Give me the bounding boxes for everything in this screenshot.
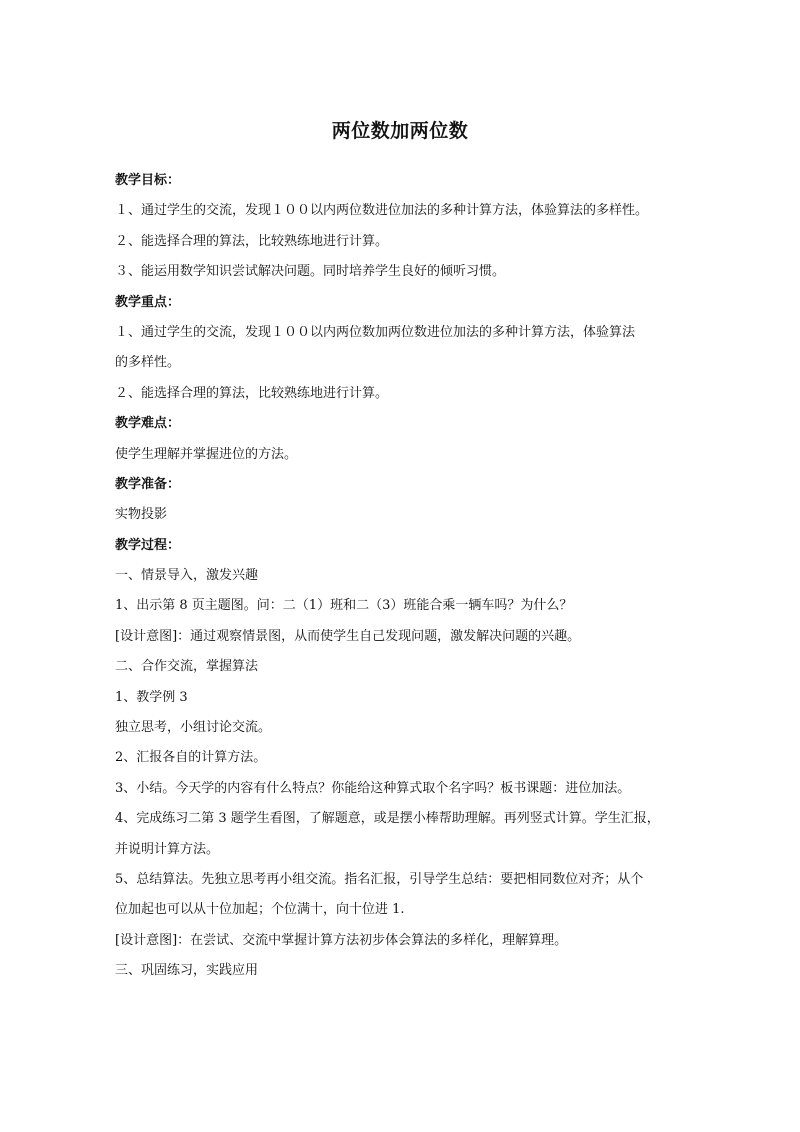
paragraph-line: 1、出示第 8 页主题图。问：二（1）班和二（3）班能合乘一辆车吗？为什么？ [115, 598, 573, 614]
paragraph-line: [设计意图]：在尝试、交流中掌握计算方法初步体会算法的多样化，理解算理。 [115, 932, 568, 948]
section-heading-difficulties: 教学难点： [115, 416, 181, 432]
paragraph-line: 1、教学例 3 [115, 689, 188, 705]
paragraph-line: 3、小结。今天学的内容有什么特点？你能给这种算式取个名字吗？板书课题：进位加法。 [115, 780, 631, 796]
paragraph-line: 一、情景导入，激发兴趣 [115, 568, 259, 584]
section-heading-preparation: 教学准备： [115, 476, 181, 492]
paragraph-line: 二、合作交流，掌握算法 [115, 659, 259, 675]
paragraph-line: 独立思考，小组讨论交流。 [115, 720, 272, 736]
paragraph-line: 5、总结算法。先独立思考再小组交流。指名汇报，引导学生总结：要把相同数位对齐；从个 [115, 871, 644, 887]
paragraph-line: [设计意图]：通过观察情景图，从而使学生自己发现问题，激发解决问题的兴趣。 [115, 628, 581, 644]
paragraph-line: 4、完成练习二第 3 题学生看图，了解题意，或是摆小棒帮助理解。再列竖式计算。学生汇报， [115, 811, 660, 827]
paragraph-line: ２、能选择合理的算法，比较熟练地进行计算。 [115, 233, 389, 249]
paragraph-line: 位加起也可以从十位加起；个位满十，向十位进 1. [115, 902, 405, 918]
document-title: 两位数加两位数 [331, 120, 469, 142]
document-body [115, 166, 695, 987]
paragraph-line: 的多样性。 [115, 355, 181, 371]
paragraph-line: ２、能选择合理的算法，比较熟练地进行计算。 [115, 385, 389, 401]
section-heading-process: 教学过程： [115, 537, 181, 553]
paragraph-line: ３、能运用数学知识尝试解决问题。同时培养学生良好的倾听习惯。 [115, 264, 506, 280]
paragraph-line: 使学生理解并掌握进位的方法。 [115, 446, 298, 462]
section-heading-objectives: 教学目标： [115, 173, 181, 188]
paragraph-line: 实物投影 [115, 507, 168, 523]
section-heading-key-points: 教学重点： [115, 294, 181, 310]
paragraph-line: 并说明计算方法。 [115, 841, 220, 857]
paragraph-line: １、通过学生的交流，发现１００以内两位数进位加法的多种计算方法，体验算法的多样性。 [115, 203, 649, 219]
paragraph-line: 2、汇报各自的计算方法。 [115, 750, 267, 766]
paragraph-line: １、通过学生的交流，发现１００以内两位数加两位数进位加法的多种计算方法，体验算法 [115, 324, 636, 340]
paragraph-line: 三、巩固练习，实践应用 [115, 963, 259, 979]
